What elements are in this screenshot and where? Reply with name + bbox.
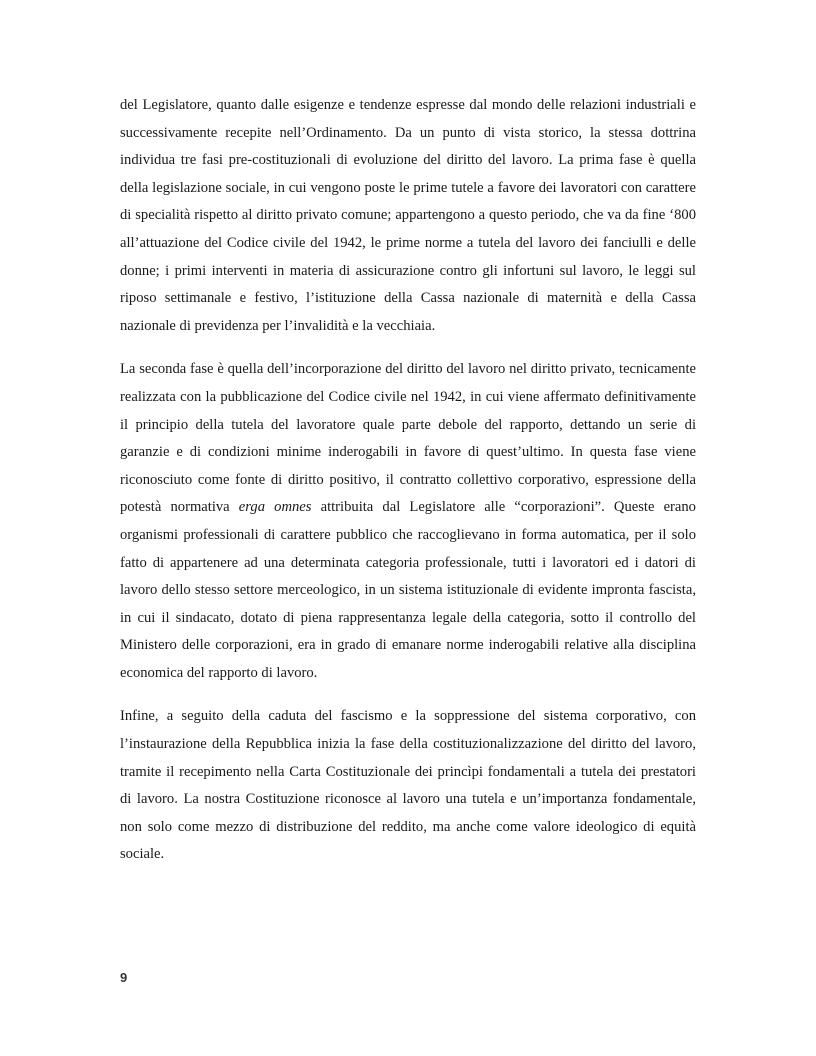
- paragraph-2-text-start: La seconda fase è quella dell’incorporazione del diritto del lavoro nel diritto privato, tecnicamente realizzata con la pubblicazione del Codice civile nel 1942, in cui viene affermato definitivamente il principio della tutela del lavoratore quale parte debole del rapporto, dettando un serie di garanzie e di condizioni minime inderogabili in favore di quest’ultimo. In questa fase viene riconosciuto come fonte di diritto positivo, il contratto collettivo corporativo, espressione della potestà normativa: [120, 361, 696, 516]
- paragraph-3: [120, 703, 696, 869]
- paragraph-2-text-end: attribuita dal Legislatore alle “corporazioni”. Queste erano organismi professionali di carattere pubblico che raccoglievano in forma automatica, per il solo fatto di appartenere ad una determinata categoria professionale, tutti i lavoratori ed i datori di lavoro dello stesso settore merceologico, in un sistema istituzionale di evidente impronta fascista, in cui il sindacato, dotato di piena rappresentanza legale della categoria, sotto il controllo del Ministero delle corporazioni, era in grado di emanare norme inderogabili relative alla disciplina economica del rapporto di lavoro.: [120, 499, 696, 681]
- latin-phrase: erga omnes: [238, 499, 312, 516]
- paragraph-3-text: Infine, a seguito della caduta del fascismo e la soppressione del sistema corporativo, con l’instaurazione della Repubblica inizia la fase della costituzionalizzazione del diritto del lavoro, tramite il recepimento nella Carta Costituzionale dei princìpi fondamentali a tutela dei prestatori di lavoro. La nostra Costituzione riconosce al lavoro una tutela e un’importanza fondamentale, non solo come mezzo di distribuzione del reddito, ma anche come valore ideologico di equità sociale.: [120, 708, 696, 863]
- page-number: 9: [120, 970, 128, 985]
- body-text: [120, 92, 696, 885]
- paragraph-1: [120, 92, 696, 340]
- paragraph-1-text: del Legislatore, quanto dalle esigenze e tendenze espresse dal mondo delle relazioni industriali e successivamente recepite nell’Ordinamento. Da un punto di vista storico, la stessa dottrina individua tre fasi pre-costituzionali di evoluzione del diritto del lavoro. La prima fase è quella della legislazione sociale, in cui vengono poste le prime tutele a favore dei lavoratori con carattere di specialità rispetto al diritto privato comune; appartengono a questo periodo, che va da fine ‘800 all’attuazione del Codice civile del 1942, le prime norme a tutela del lavoro dei fanciulli e delle donne; i primi interventi in materia di assicurazione contro gli infortuni sul lavoro, le leggi sul riposo settimanale e festivo, l’istituzione della Cassa nazionale di maternità e della Cassa nazionale di previdenza per l’invalidità e la vecchiaia.: [120, 97, 696, 334]
- paragraph-2: [120, 356, 696, 687]
